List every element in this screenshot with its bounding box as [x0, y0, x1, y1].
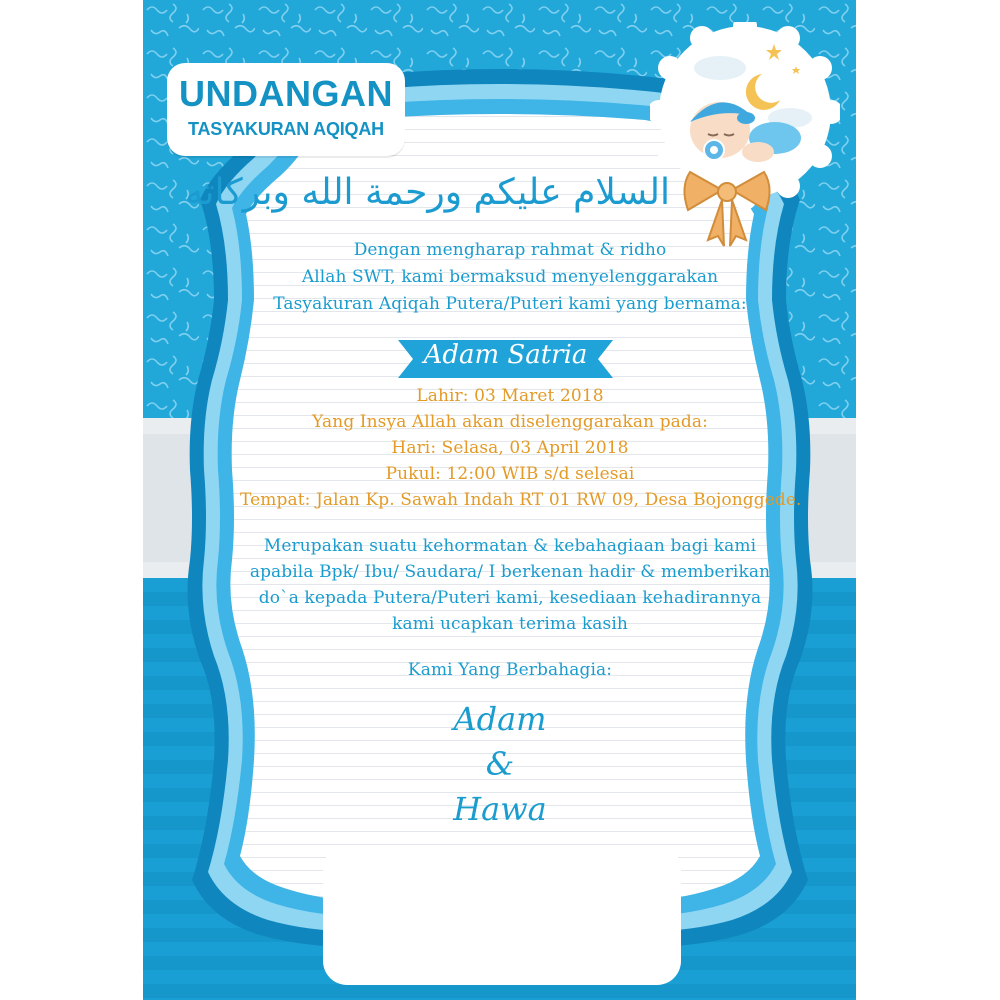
baby-badge [650, 22, 840, 252]
intro-line-3: Tasyakuran Aqiqah Putera/Puteri kami yang bernama: [273, 294, 747, 314]
bow-icon [684, 172, 769, 246]
subtitle-tasyakuran-aqiqah: TASYAKURAN AQIQAH [188, 119, 384, 139]
detail-birth: Lahir: 03 Maret 2018 [416, 386, 604, 406]
title-undangan: UNDANGAN [179, 73, 393, 114]
title-badge [167, 63, 405, 156]
detail-time: Pukul: 12:00 WIB s/d selesai [385, 464, 635, 484]
blank-label-box [323, 845, 681, 985]
child-name: Adam Satria [423, 340, 588, 370]
pacifier-icon [704, 140, 724, 160]
parent-mother-name: Hawa [453, 790, 547, 828]
detail-place: Tempat: Jalan Kp. Sawah Indah RT 01 RW 09, Desa Bojonggede. [240, 490, 802, 510]
arabic-greeting: السلام عليكم ورحمة الله وبركاته [185, 172, 670, 213]
detail-day: Hari: Selasa, 03 April 2018 [391, 438, 629, 458]
intro-line-1: Dengan mengharap rahmat & ridho [353, 240, 667, 260]
signoff: Kami Yang Berbahagia: [407, 660, 613, 680]
closing-line-3: do`a kepada Putera/Puteri kami, kesediaan kehadirannya [258, 588, 762, 608]
closing-line-2: apabila Bpk/ Ibu/ Saudara/ I berkenan hadir & memberikan [249, 562, 771, 582]
closing-line-4: kami ucapkan terima kasih [392, 614, 628, 634]
detail-intro: Yang Insya Allah akan diselenggarakan pada: [312, 412, 708, 432]
intro-line-2: Allah SWT, kami bermaksud menyelenggarakan [301, 267, 719, 287]
closing-line-1: Merupakan suatu kehormatan & kebahagiaan bagi kami [263, 536, 757, 556]
ampersand: & [485, 745, 515, 783]
parent-father-name: Adam [453, 700, 547, 738]
